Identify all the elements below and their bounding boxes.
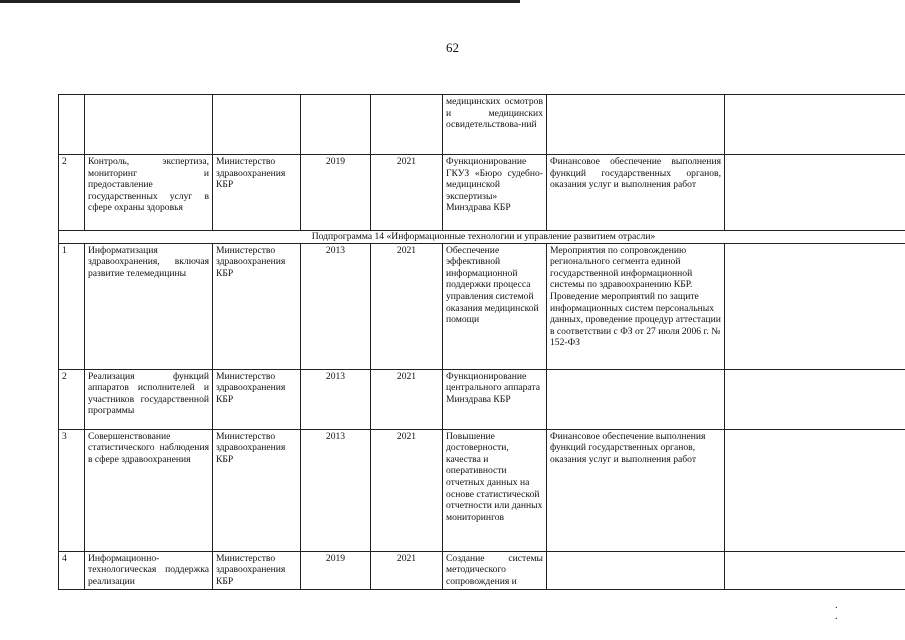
- extra-cell: [725, 95, 905, 155]
- extra-cell: [725, 551, 905, 589]
- related-activities: [547, 369, 725, 429]
- extra-cell: [725, 369, 905, 429]
- extra-cell: [725, 429, 905, 551]
- start-year: 2013: [301, 369, 371, 429]
- row-number: 1: [59, 243, 85, 369]
- table-row: [59, 155, 905, 231]
- table-row: [59, 369, 905, 429]
- expected-result: Функционирование ГКУЗ «Бюро судебно-медицинской экспертизы» Минздрава КБР: [443, 155, 547, 231]
- program-table: [58, 94, 905, 590]
- expected-result: Функционирование центрального аппарата Минздрава КБР: [443, 369, 547, 429]
- subprogram-header-row: [59, 231, 905, 244]
- expected-result: медицинских осмотров и медицинских освидетельствова-ний: [443, 95, 547, 155]
- related-activities: [547, 551, 725, 589]
- executor: [213, 95, 301, 155]
- end-year: 2021: [371, 369, 443, 429]
- related-activities: Финансовое обеспечение выполнения функций государственных органов, оказания услуг и выполнения работ: [547, 429, 725, 551]
- table-row: [59, 95, 905, 155]
- related-activities: [547, 95, 725, 155]
- scan-edge-top: [0, 0, 520, 3]
- end-year: 2021: [371, 551, 443, 589]
- executor: Министерство здравоохранения КБР: [213, 551, 301, 589]
- extra-cell: [725, 155, 905, 231]
- executor: Министерство здравоохранения КБР: [213, 243, 301, 369]
- table-row: [59, 551, 905, 589]
- expected-result: Создание системы методического сопровождения и: [443, 551, 547, 589]
- extra-cell: [725, 243, 905, 369]
- activity-name: [85, 95, 213, 155]
- executor: Министерство здравоохранения КБР: [213, 369, 301, 429]
- activity-name: Информатизация здравоохранения, включая развитие телемедицины: [85, 243, 213, 369]
- expected-result: Повышение достоверности, качества и оперативности отчетных данных на основе статистической отчетности или данных мониторингов: [443, 429, 547, 551]
- end-year: 2021: [371, 243, 443, 369]
- row-number: [59, 95, 85, 155]
- activity-name: Контроль, экспертиза, мониторинг и предоставление государственных услуг в сфере охраны здоровья: [85, 155, 213, 231]
- subprogram-title: Подпрограмма 14 «Информационные технологии и управление развитием отрасли»: [59, 231, 905, 244]
- start-year: 2013: [301, 429, 371, 551]
- row-number: 4: [59, 551, 85, 589]
- end-year: [371, 95, 443, 155]
- table-row: [59, 243, 905, 369]
- activity-name: Информационно-технологическая поддержка реализации: [85, 551, 213, 589]
- table-row: [59, 429, 905, 551]
- row-number: 3: [59, 429, 85, 551]
- start-year: 2013: [301, 243, 371, 369]
- executor: Министерство здравоохранения КБР: [213, 429, 301, 551]
- activity-name: Совершенствование статистического наблюдения в сфере здравоохранения: [85, 429, 213, 551]
- start-year: 2019: [301, 551, 371, 589]
- related-activities: Мероприятия по сопровождению регионального сегмента единой государственной информационной системы по здравоохранению КБР. Проведение мероприятий по защите информационных систем персональных данных, проведение процедур аттестации в соответствии с ФЗ от 27 июля 2006 г. № 152-ФЗ: [547, 243, 725, 369]
- row-number: 2: [59, 369, 85, 429]
- start-year: 2019: [301, 155, 371, 231]
- expected-result: Обеспечение эффективной информационной поддержки процесса управления системой оказания медицинской помощи: [443, 243, 547, 369]
- executor: Министерство здравоохранения КБР: [213, 155, 301, 231]
- end-year: 2021: [371, 429, 443, 551]
- scan-marks: . .: [835, 600, 868, 622]
- related-activities: Финансовое обеспечение выполнения функций государственных органов, оказания услуг и выполнения работ: [547, 155, 725, 231]
- end-year: 2021: [371, 155, 443, 231]
- row-number: 2: [59, 155, 85, 231]
- page-number: 62: [446, 40, 459, 55]
- start-year: [301, 95, 371, 155]
- activity-name: Реализация функций аппаратов исполнителей и участников государственной программы: [85, 369, 213, 429]
